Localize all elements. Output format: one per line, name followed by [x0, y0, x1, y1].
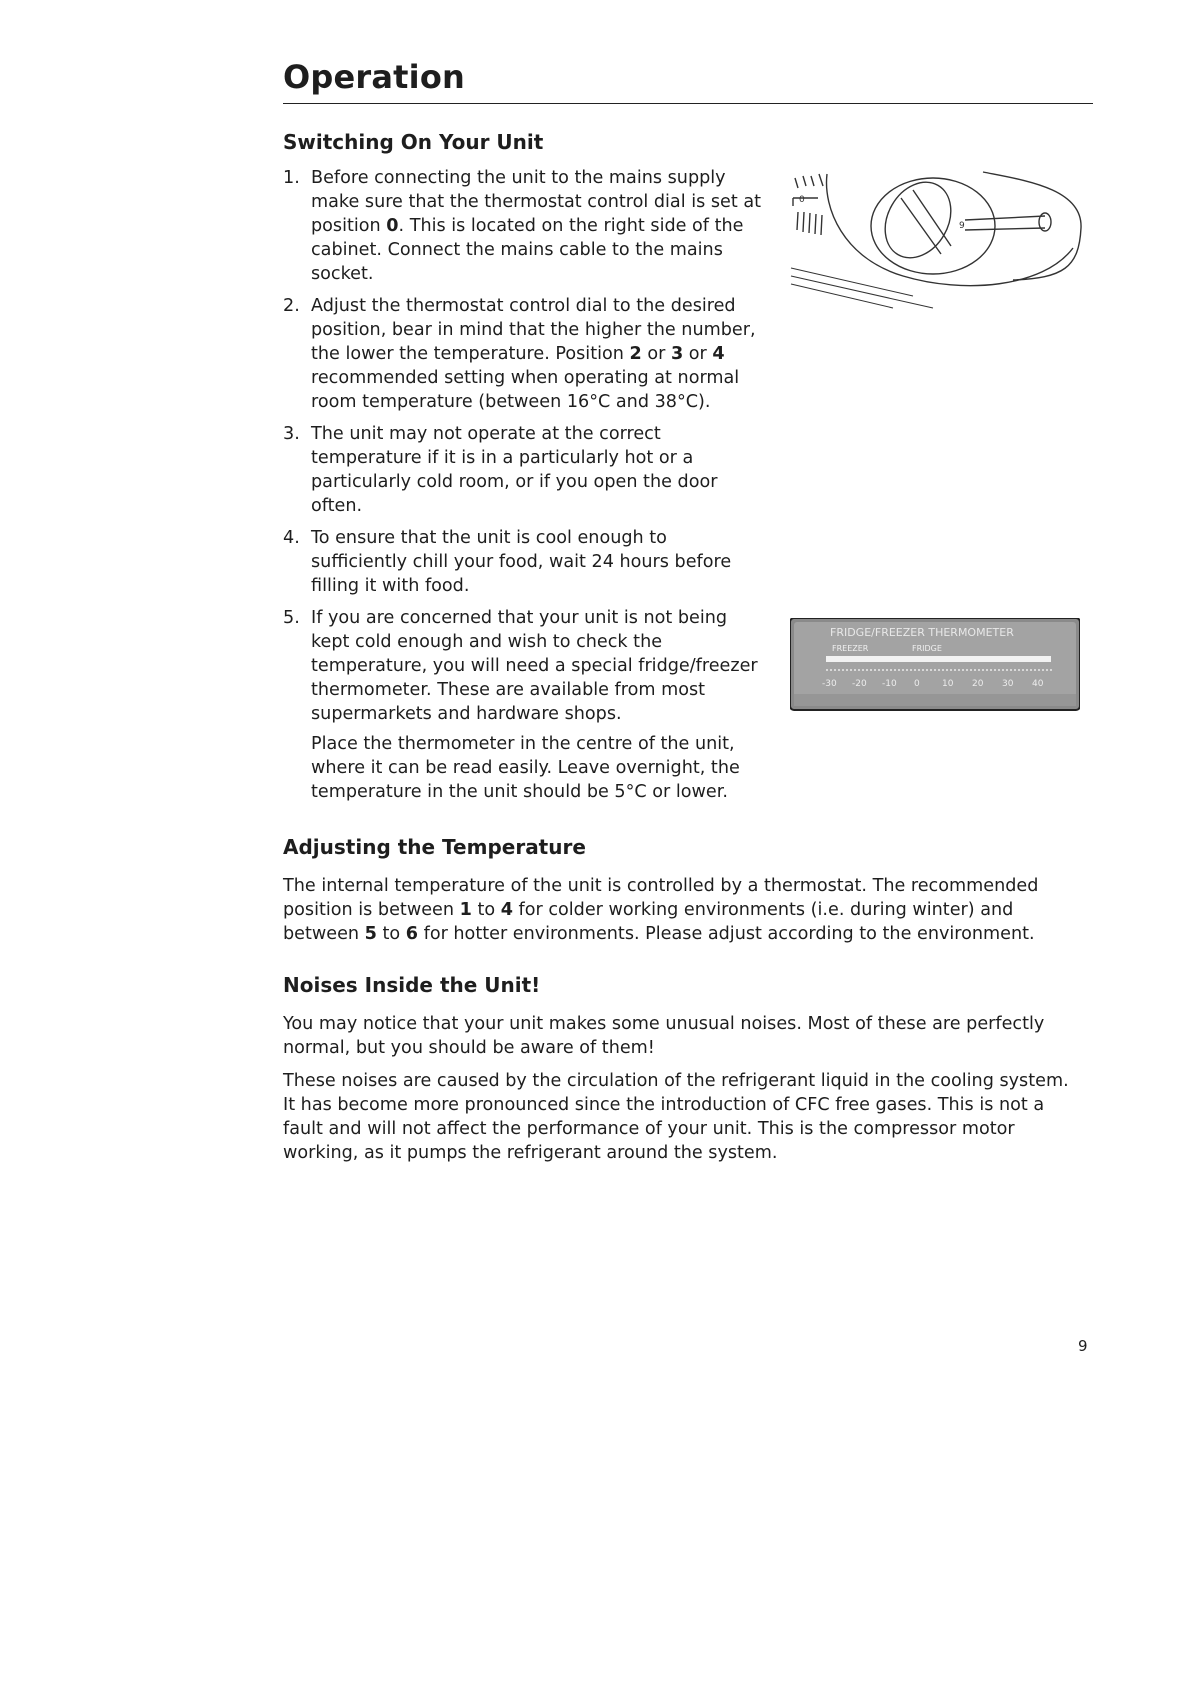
step-text: If you are concerned that your unit is not being kept cold enough and wish to check the temperature, you will need a special fridge/freezer thermometer. These are available from most supermarkets and hardware shops. — [311, 608, 758, 724]
scale-tick-label: 20 — [972, 679, 984, 689]
noises-paragraph-2: These noises are caused by the circulation of the refrigerant liquid in the cooling system. It has become more pronounced since the introduction of CFC free gases. This is not a fault and will not affect the performance of your unit. This is the compressor motor working, as it pumps the refrigerant around the system. — [283, 1071, 1069, 1163]
scale-tick-label: -20 — [852, 679, 867, 689]
list-item — [283, 422, 763, 518]
list-item — [283, 166, 763, 286]
thermometer-label: FRIDGE/FREEZER THERMOMETER — [830, 626, 1014, 639]
step-number: 2. — [283, 296, 300, 316]
scale-tick-label: 30 — [1002, 679, 1014, 689]
switching-steps-list — [283, 166, 763, 812]
noises-paragraph-1: You may notice that your unit makes some unusual noises. Most of these are perfectly normal, but you should be aware of them! — [283, 1014, 1045, 1058]
section-heading-adjusting-temperature: Adjusting the Temperature — [283, 835, 586, 859]
section-heading-noises: Noises Inside the Unit! — [283, 973, 541, 997]
scale-tick-label: 0 — [914, 679, 920, 689]
step-number: 1. — [283, 168, 300, 188]
step-number: 4. — [283, 528, 300, 548]
scale-tick-label: -10 — [882, 679, 897, 689]
step-extra-text: Place the thermometer in the centre of the unit, where it can be read easily. Leave overnight, the temperature in the unit should be 5°C or lower. — [311, 734, 740, 802]
zone-label-fridge: FRIDGE — [912, 644, 942, 653]
section-heading-switching-on: Switching On Your Unit — [283, 130, 544, 154]
scale-tick-label: -30 — [822, 679, 837, 689]
thermostat-dial-icon — [783, 168, 1088, 338]
list-item — [283, 294, 763, 414]
dial-mark-0: 0 — [799, 195, 805, 205]
step-number: 3. — [283, 424, 300, 444]
fridge-freezer-thermometer-icon — [790, 618, 1080, 713]
step-text: Adjust the thermostat control dial to the desired position, bear in mind that the higher the number, the lower the temperature. Position 2 or 3 or 4 recommended setting when operating at normal room temperature (between 16°C and 38°C). — [311, 296, 756, 412]
page-title: Operation — [283, 58, 466, 96]
scale-tick-label: 10 — [942, 679, 954, 689]
adjusting-paragraph: The internal temperature of the unit is controlled by a thermostat. The recommended position is between 1 to 4 for colder working environments (i.e. during winter) and between 5 to 6 for hotter environments. Please adjust according to the environment. — [283, 876, 1039, 944]
list-item — [283, 526, 763, 598]
zone-label-freezer: FREEZER — [832, 644, 869, 653]
page-number: 9 — [1078, 1337, 1088, 1355]
dial-mark-9: 9 — [959, 221, 965, 231]
title-divider — [283, 103, 1093, 104]
list-item — [283, 606, 763, 804]
step-text: The unit may not operate at the correct temperature if it is in a particularly hot or a particularly cold room, or if you open the door often. — [311, 424, 718, 516]
scale-tick-label: 40 — [1032, 679, 1044, 689]
step-text: Before connecting the unit to the mains supply make sure that the thermostat control dial is set at position 0. This is located on the right side of the cabinet. Connect the mains cable to the mains socket. — [311, 168, 762, 284]
step-text: To ensure that the unit is cool enough to sufficiently chill your food, wait 24 hours before filling it with food. — [311, 528, 732, 596]
step-number: 5. — [283, 608, 300, 628]
